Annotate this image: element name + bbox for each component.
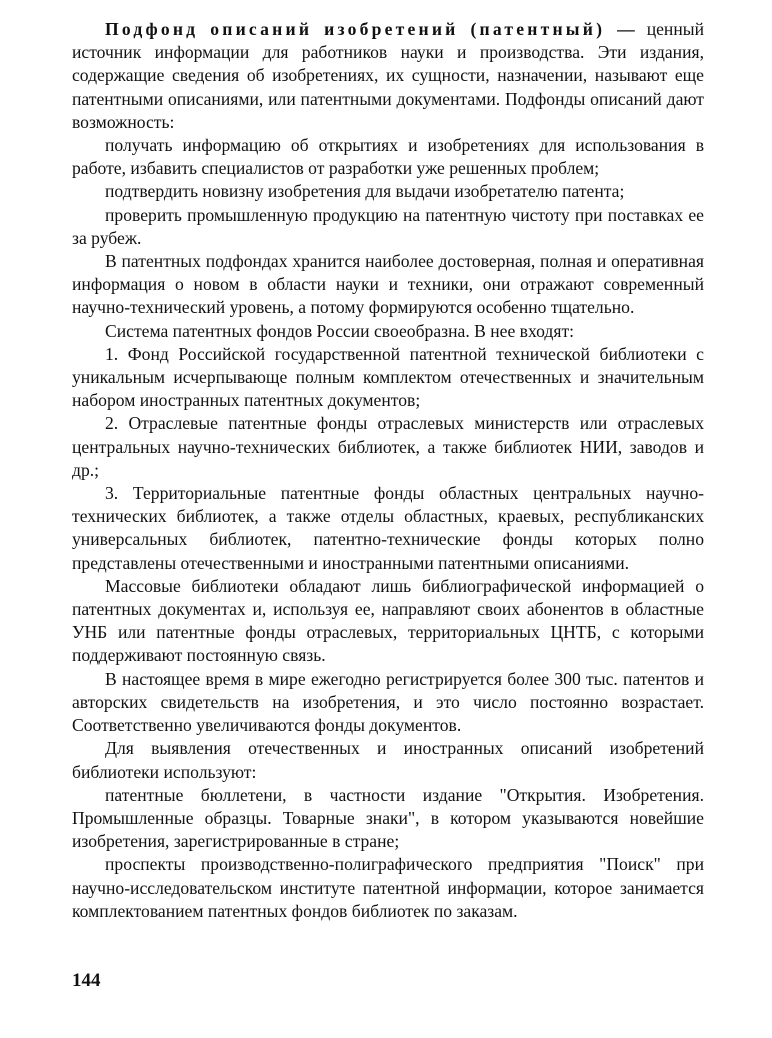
paragraph: Для выявления отечественных и иностранных описаний изобретений библиотеки используют: <box>72 738 704 782</box>
paragraph: проспекты производственно-полиграфического предприятия "Поиск" при научно-исследовательском институте патентной информации, которое занимается комплектованием патентных фондов библиотек по заказам. <box>72 854 704 921</box>
paragraph: патентные бюллетени, в частности издание "Открытия. Изобретения. Промышленные образцы. Товарные знаки", в котором указываются новейшие изобретения, зарегистрированные в стране; <box>72 784 704 852</box>
paragraph: подтвердить новизну изобретения для выдачи изобретателю патента; <box>105 181 625 202</box>
paragraph: Система патентных фондов России своеобразна. В нее входят: <box>105 320 575 341</box>
paragraph: В настоящее время в мире ежегодно регистрируется более 300 тыс. патентов и авторских свидетельств на изобретения, и это число постоянно возрастает. Соответственно увеличиваются фонды документов. <box>72 668 704 736</box>
paragraph: В патентных подфондах хранится наиболее достоверная, полная и оперативная информация о новом в области науки и техники, они отражают современный научно-технический уровень, а потому формируются особенно тщательно. <box>72 251 704 318</box>
page-body <box>72 18 704 923</box>
list-item-2: 2. Отраслевые патентные фонды отраслевых министерств или отраслевых центральных научно-технических библиотек, а также библиотек НИИ, заводов и др.; <box>72 413 704 480</box>
paragraph: Массовые библиотеки обладают лишь библиографической информацией о патентных документах и, используя ее, направляют своих абонентов в областные УНБ или патентные фонды отраслевых, территориальных ЦНТБ, с которыми поддерживают постоянную связь. <box>72 575 704 666</box>
section-heading: Подфонд описаний изобретений (патентный) — <box>105 19 638 39</box>
paragraph: получать информацию об открытиях и изобретениях для использования в работе, избавить специалистов от разработки уже решенных проблем; <box>72 135 704 179</box>
list-item-3: 3. Территориальные патентные фонды областных центральных научно-технических библиотек, а также отделы областных, краевых, республиканских универсальных библиотек, патентно-технические фонды которых полно представлены отечественными и иностранными патентными описаниями. <box>72 483 704 573</box>
paragraph-intro <box>72 18 704 134</box>
intro-text: ценный источник информации для работников науки и производства. Эти издания, содержащие сведения об изобретениях, их сущности, назначении, называют еще патентными описаниями, или патентными документами. Подфонды описаний дают возможность: <box>72 19 704 132</box>
page-number: 144 <box>72 970 101 991</box>
paragraph: проверить промышленную продукцию на патентную чистоту при поставках ее за рубеж. <box>72 204 704 248</box>
list-item-1: 1. Фонд Российской государственной патентной технической библиотеки с уникальным исчерпывающе полным комплектом отечественных и значительным набором иностранных патентных документов; <box>72 343 704 411</box>
